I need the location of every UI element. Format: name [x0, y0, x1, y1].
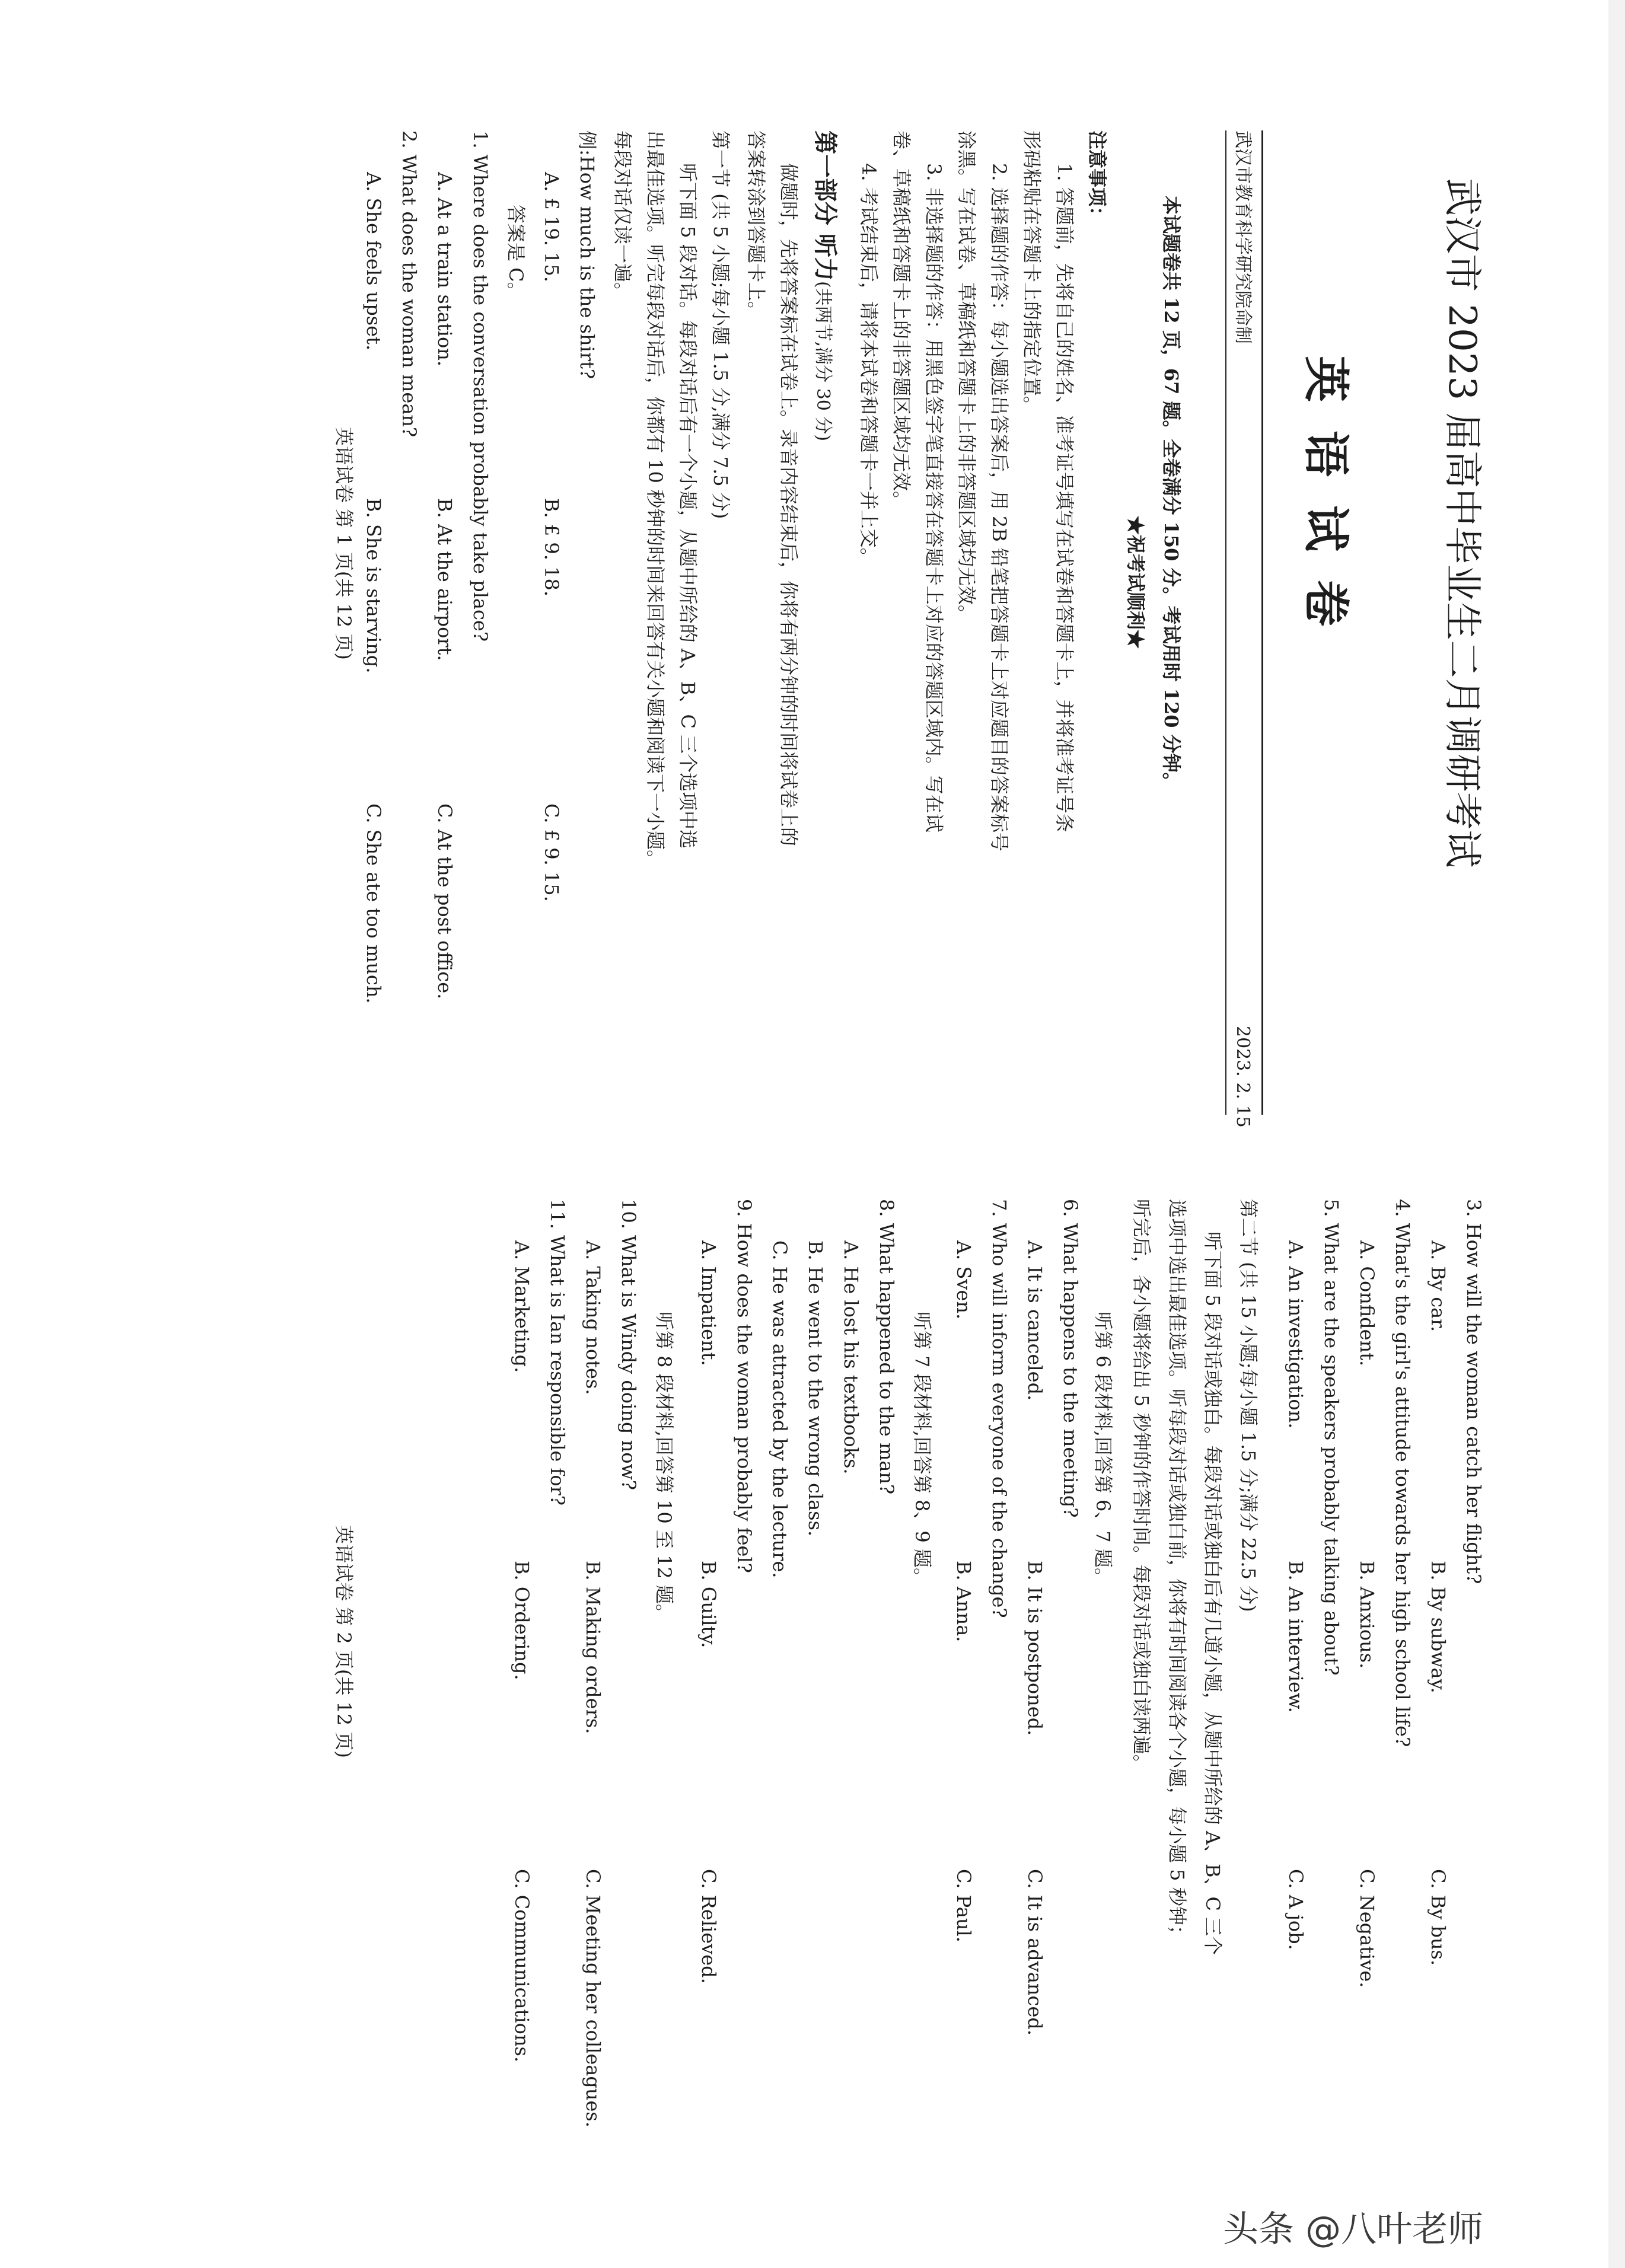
section1-heading: 第一节 (共 5 小题;每小题 1.5 分,满分 7.5 分)	[709, 130, 732, 519]
section1-desc: 出最佳选项。听完每段对话后，你都有 10 秒钟的时间来回答有关小题和阅读下一小题。	[644, 130, 667, 869]
q7-option-b: B. Anna.	[952, 1561, 975, 1642]
question-9: 9. How does the woman probably feel?	[733, 1199, 756, 1573]
part1-heading-note: (共两节,满分 30 分)	[812, 280, 833, 442]
q10-option-c: C. Meeting her colleagues.	[582, 1869, 604, 2127]
q9-option-a: A. Impatient.	[697, 1240, 720, 1366]
question-5: 5. What are the speakers probably talking about?	[1320, 1199, 1343, 1676]
q3-option-c: C. By bus.	[1427, 1869, 1449, 1966]
q3-option-b: B. By subway.	[1427, 1561, 1449, 1693]
note-line: 3. 非选择题的作答：用黑色签字笔直接答在答题卡上对应的答题区域内。写在试	[923, 163, 945, 832]
q5-option-b: B. An interview.	[1285, 1561, 1307, 1713]
q4-option-c: C. Negative.	[1356, 1869, 1378, 1988]
good-luck: ★祝考试顺利★	[1124, 516, 1147, 649]
exam-date: 2023. 2. 15	[1232, 1026, 1253, 1128]
q5-option-c: C. A job.	[1285, 1869, 1307, 1950]
note-line: 形码粘贴在答题卡上的指定位置。	[1021, 130, 1043, 416]
q8-option-a: A. He lost his textbooks.	[840, 1240, 862, 1475]
section2-desc: 听下面 5 段对话或独白。每段对话或独白后有几道小题，从题中所给的 A、B、C 三个	[1202, 1232, 1224, 1956]
q2-option-b: B. She is starving.	[362, 498, 385, 674]
exam-info: 本试题卷共 12 页，67 题。全卷满分 150 分。考试用时 120 分钟。	[1160, 196, 1183, 792]
section1-desc: 每段对话仅读一遍。	[611, 130, 634, 302]
q7-option-a: A. Sven.	[952, 1240, 975, 1320]
note-line: 卷、草稿纸和答题卡上的非答题区域均无效。	[890, 130, 913, 511]
q1-option-c: C. At the post office.	[434, 803, 456, 1000]
part1-heading-row	[808, 130, 839, 441]
note-line: 1. 答题前，先将自己的姓名、准考证号填写在试卷和答题卡上，并将准考证号条	[1053, 163, 1076, 832]
q11-option-c: C. Communications.	[511, 1869, 533, 2063]
example-option-a: A. £ 19. 15.	[540, 172, 563, 282]
header-rule-top	[1261, 130, 1263, 1115]
q11-option-a: A. Marketing.	[511, 1240, 533, 1373]
q11-option-b: B. Ordering.	[511, 1561, 533, 1680]
question-10: 10. What is Windy doing now?	[617, 1199, 640, 1491]
q1-option-a: A. At a train station.	[434, 172, 456, 367]
material-7-note: 听第 7 段材料,回答第 8、9 题。	[911, 1312, 933, 1587]
q10-option-b: B. Making orders.	[582, 1561, 604, 1734]
q10-option-a: A. Taking notes.	[582, 1240, 604, 1395]
publisher: 武汉市教育科学研究院命制	[1232, 130, 1253, 344]
example-option-c: C. £ 9. 15.	[540, 803, 563, 902]
section2-desc: 听完后，各小题将给出 5 秒钟的作答时间。每段对话或独白读两遍。	[1130, 1199, 1153, 1773]
question-6: 6. What happens to the meeting?	[1059, 1199, 1082, 1518]
q5-option-a: A. An investigation.	[1285, 1240, 1307, 1429]
header-rule-bottom	[1225, 130, 1226, 1115]
q8-option-b: B. He went to the wrong class.	[804, 1240, 827, 1537]
material-6-note: 听第 6 段材料,回答第 6、7 题。	[1092, 1312, 1114, 1587]
q2-option-c: C. She ate too much.	[362, 803, 385, 1004]
q1-option-b: B. At the airport.	[434, 498, 456, 661]
q7-option-c: C. Paul.	[952, 1869, 975, 1942]
part1-intro: 做题时，先将答案标在试卷上。录音内容结束后，你将有两分钟的时间将试卷上的	[778, 163, 800, 847]
q4-option-a: A. Confident.	[1356, 1240, 1378, 1367]
q6-option-b: B. It is postponed.	[1024, 1561, 1046, 1736]
section1-desc: 听下面 5 段对话。每段对话后有一个小题，从题中所给的 A、B、C 三个选项中选	[677, 163, 699, 849]
exam-page-2	[0, 1134, 1625, 2267]
part1-heading: 第一部分 听力	[811, 130, 839, 281]
example-option-b: B. £ 9. 18.	[540, 498, 563, 596]
page2-footer: 英语试卷 第 2 页(共 12 页)	[333, 1525, 355, 1758]
question-7: 7. Who will inform everyone of the change?	[988, 1199, 1011, 1618]
watermark-text: 头条 @八叶老师	[1223, 2209, 1484, 2250]
question-1: 1. Where does the conversation probably take place?	[469, 130, 492, 642]
q2-option-a: A. She feels upset.	[362, 172, 385, 351]
part1-intro: 答案转涂到答题卡上。	[745, 130, 767, 321]
q6-option-a: A. It is canceled.	[1024, 1240, 1046, 1401]
subject-title: 英语试卷	[1299, 356, 1353, 655]
q9-option-b: B. Guilty.	[697, 1561, 720, 1648]
example-question: 例:How much is the shirt?	[576, 130, 598, 379]
exam-title: 武汉市 2023 届高中毕业生二月调研考试	[1440, 178, 1484, 868]
note-line: 涂黑。写在试卷、草稿纸和答题卡上的非答题区域均无效。	[955, 130, 978, 624]
question-11: 11. What is Ian responsible for?	[546, 1199, 569, 1506]
q8-option-c: C. He was attracted by the lecture.	[769, 1240, 791, 1578]
section2-desc: 选项中选出最佳选项。听每段对话或独白前，你将有时间阅读各个小题，每小题 5 秒钟；	[1166, 1199, 1189, 1944]
example-answer: 答案是 C。	[505, 205, 527, 301]
section2-heading: 第二节 (共 15 小题;每小题 1.5 分;满分 22.5 分)	[1237, 1199, 1260, 1612]
notes-heading: 注意事项：	[1086, 130, 1108, 226]
question-2: 2. What does the woman mean?	[398, 130, 420, 438]
q4-option-b: B. Anxious.	[1356, 1561, 1378, 1669]
q6-option-c: C. It is advanced.	[1024, 1869, 1046, 2036]
question-8: 8. What happened to the man?	[875, 1199, 898, 1495]
page1-footer: 英语试卷 第 1 页(共 12 页)	[333, 427, 355, 660]
note-line: 4. 考试结束后，请将本试卷和答题卡一并上交。	[858, 163, 880, 567]
q3-option-a: A. By car.	[1427, 1240, 1449, 1332]
material-8-note: 听第 8 段材料,回答第 10 至 12 题。	[653, 1312, 676, 1623]
q9-option-c: C. Relieved.	[697, 1869, 720, 1984]
question-4: 4. What's the girl's attitude towards her high school life?	[1391, 1199, 1414, 1747]
question-3: 3. How will the woman catch her flight?	[1462, 1199, 1485, 1584]
note-line: 2. 选择题的作答：每小题选出答案后，用 2B 铅笔把答题卡上对应题目的答案标号	[988, 163, 1011, 851]
